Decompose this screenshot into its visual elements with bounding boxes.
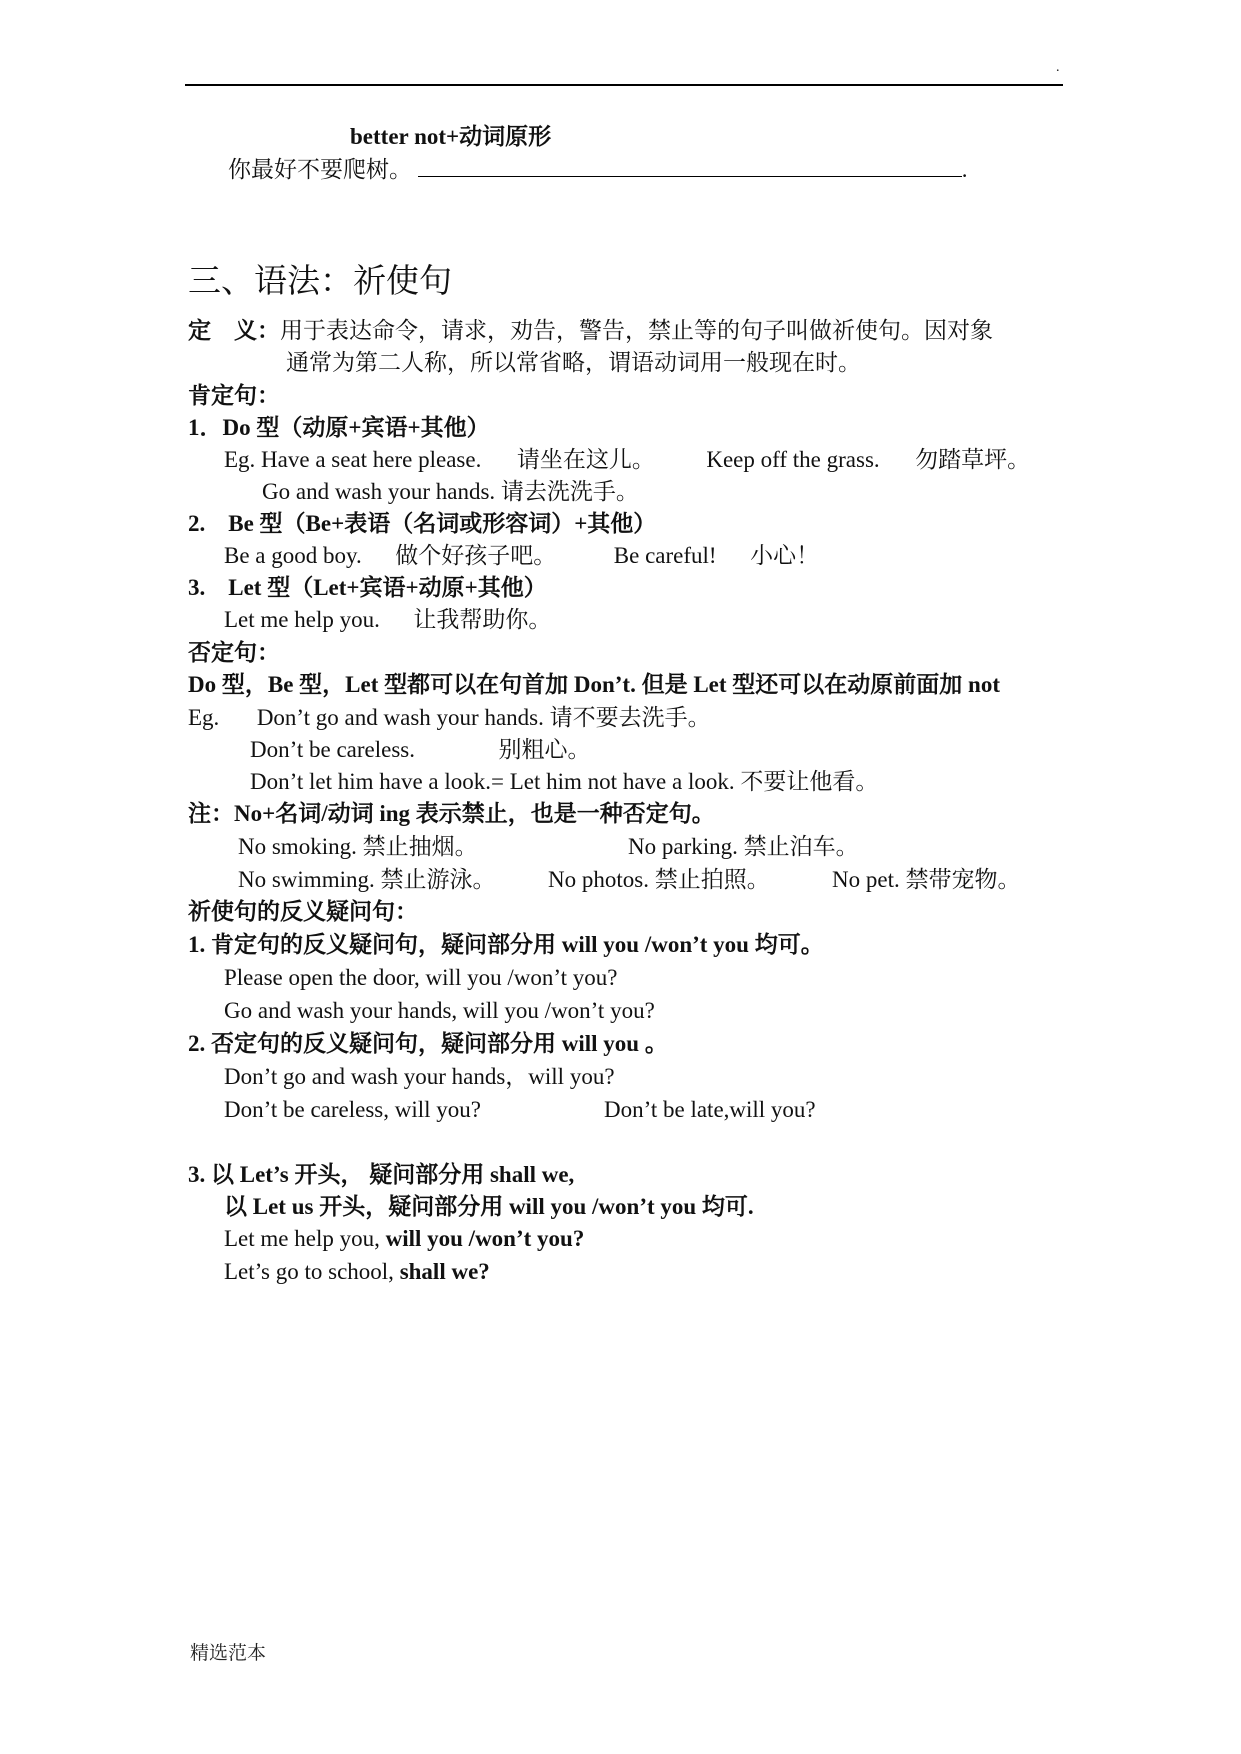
tag-rule-2-example-1: Don’t go and wash your hands，will you? (224, 1064, 615, 1089)
exercise-end: . (961, 157, 968, 182)
negative-example-1-text: Don’t go and wash your hands. 请不要去洗手。 (256, 705, 711, 730)
be-type-title: 2. Be 型（Be+表语（名词或形容词）+其他） (188, 511, 657, 536)
exercise-line (228, 155, 968, 185)
tag-rule-2-example-3: Don’t be late,will you? (604, 1097, 816, 1122)
negative-example-2 (250, 735, 591, 765)
no-example-photos: No photos. 禁止拍照。 (548, 867, 770, 892)
tag-rule-3-example-2-text: Let’s go to school, (224, 1259, 400, 1284)
do-type-title: 1．Do 型（动原+宾语+其他） (188, 415, 490, 440)
no-example-smoking: No smoking. 禁止抽烟。 (238, 834, 478, 859)
no-rule-note: 注：No+名词/动词 ing 表示禁止，也是一种否定句。 (188, 801, 715, 826)
definition-label: 定 义： (188, 318, 280, 343)
do-example-1-cn: 请坐在这儿。 (516, 447, 655, 472)
tag-rule-3-example-1-text: Let me help you, (224, 1226, 386, 1251)
header-dot: . (1056, 60, 1060, 75)
be-example-2-en: Be careful! (613, 543, 717, 568)
let-example-cn: 让我帮助你。 (413, 607, 552, 632)
do-example-1 (224, 445, 1030, 475)
tag-rule-1-example-2: Go and wash your hands, will you /won’t you? (224, 998, 655, 1023)
tag-rule-3-example-1 (224, 1224, 584, 1254)
eg-label: Eg. (188, 705, 220, 730)
negative-example-2-en: Don’t be careless. (250, 737, 415, 762)
do-example-2-cn: 勿踏草坪。 (915, 447, 1031, 472)
do-example-2-en: Keep off the grass. (706, 447, 880, 472)
header-rule (185, 84, 1063, 86)
no-example-parking: No parking. 禁止泊车。 (628, 834, 859, 859)
no-example-swimming: No swimming. 禁止游泳。 (238, 867, 496, 892)
negative-example-2-cn: 别粗心。 (498, 737, 591, 762)
page-footer: 精选范本 (190, 1643, 267, 1664)
let-type-title: 3. Let 型（Let+宾语+动原+其他） (188, 575, 547, 600)
exercise-prompt: 你最好不要爬树。 (228, 157, 412, 182)
tag-rule-1-example-1: Please open the door, will you /won’t you? (224, 965, 618, 990)
answer-blank (418, 156, 962, 177)
negative-heading: 否定句： (188, 640, 280, 665)
tag-rule-2: 2. 否定句的反义疑问句，疑问部分用 will you 。 (188, 1031, 668, 1056)
definition-line-1 (188, 316, 993, 346)
tag-rule-3-example-1-tag: will you /won’t you? (385, 1226, 585, 1251)
negative-example-3: Don’t let him have a look.= Let him not have a look. 不要让他看。 (250, 769, 879, 794)
tag-rule-3-example-2 (224, 1257, 490, 1287)
definition-line-2: 通常为第二人称，所以常省略，谓语动词用一般现在时。 (286, 350, 861, 375)
tag-rule-3-example-2-tag: shall we? (399, 1259, 490, 1284)
do-example-1-en: Eg. Have a seat here please. (224, 447, 482, 472)
be-example-1-en: Be a good boy. (224, 543, 362, 568)
be-examples (224, 541, 819, 571)
better-not-rule: better not+动词原形 (350, 124, 552, 149)
be-example-2-cn: 小心！ (750, 543, 820, 568)
tag-rule-1: 1. 肯定句的反义疑问句，疑问部分用 will you /won’t you 均可。 (188, 932, 824, 957)
definition-text-1: 用于表达命令，请求，劝告，警告，禁止等的句子叫做祈使句。因对象 (280, 318, 993, 343)
be-example-1-cn: 做个好孩子吧。 (395, 543, 557, 568)
do-example-3: Go and wash your hands. 请去洗洗手。 (262, 479, 639, 504)
tag-rule-3: 3. 以 Let’s 开头， 疑问部分用 shall we, (188, 1162, 575, 1187)
let-example-en: Let me help you. (224, 607, 380, 632)
no-example-pet: No pet. 禁带宠物。 (832, 867, 1021, 892)
tag-question-heading: 祈使句的反义疑问句： (188, 899, 418, 924)
negative-rule: Do 型，Be 型，Let 型都可以在句首加 Don’t. 但是 Let 型还可以在动原前面加 not (188, 672, 1000, 697)
tag-rule-3-line-2: 以 Let us 开头，疑问部分用 will you /won’t you 均可. (224, 1194, 754, 1219)
let-example (224, 605, 551, 635)
affirmative-heading: 肯定句： (188, 383, 280, 408)
tag-rule-2-example-2: Don’t be careless, will you? (224, 1097, 481, 1122)
section-title: 三、语法：祈使句 (188, 264, 452, 300)
negative-example-1 (188, 703, 711, 733)
